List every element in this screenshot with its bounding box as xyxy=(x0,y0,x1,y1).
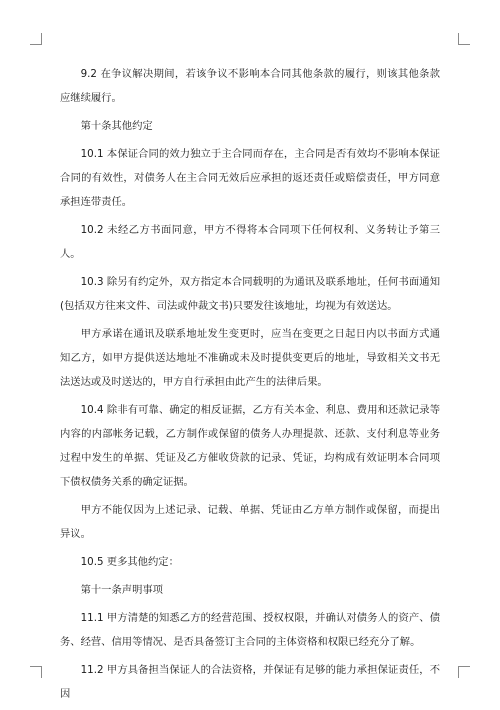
paragraph-9-2: 9.2 在争议解决期间，若该争议不影响本合同其他条款的履行，则该其他条款应继续履行。 xyxy=(60,68,440,104)
crop-mark-top-left xyxy=(30,33,42,45)
paragraph-10-3: 10.3 除另有约定外，双方指定本合同载明的为通讯及联系地址，任何书面通知(包括双方往来文件、司法或仲裁文书)只要发往该地址，均视为有效送达。 xyxy=(60,276,440,312)
paragraph-10-4: 10.4 除非有可靠、确定的相反证据，乙方有关本金、利息、费用和还款记录等内容的内部帐务记载，乙方制作或保留的债务人办理提款、还款、支付利息等业务过程中发生的单据、凭证及乙方催收贷款的记录、凭证，均构成有效证明本合同项下债权债务关系的确定证据。 xyxy=(60,404,440,488)
heading-article-11: 第十一条声明事项 xyxy=(80,584,163,596)
paragraph-10-1: 10.1 本保证合同的效力独立于主合同而存在，主合同是否有效均不影响本保证合同的有效性，对债务人在主合同无效后应承担的返还责任或赔偿责任，甲方同意承担连带责任。 xyxy=(60,148,440,208)
paragraph-address-change: 甲方承诺在通讯及联系地址发生变更时，应当在变更之日起日内以书面方式通知乙方，如甲方提供送达地址不准确或未及时提供变更后的地址，导致相关文书无法送达或及时送达的，甲方自行承担由此产生的法律后果。 xyxy=(60,328,440,388)
crop-mark-bottom-left xyxy=(30,666,42,678)
paragraph-10-2: 10.2 未经乙方书面同意，甲方不得将本合同项下任何权利、义务转让予第三人。 xyxy=(60,224,440,260)
paragraph-11-2: 11.2 甲方具备担当保证人的合法资格，并保证有足够的能力承担保证责任，不因 xyxy=(60,664,440,700)
crop-mark-top-right xyxy=(458,33,470,45)
heading-article-10: 第十条其他约定 xyxy=(80,120,153,132)
paragraph-10-5: 10.5 更多其他约定： xyxy=(80,556,179,568)
paragraph-no-objection: 甲方不能仅因为上述记录、记载、单据、凭证由乙方单方制作或保留，而提出异议。 xyxy=(60,504,440,540)
paragraph-11-1: 11.1 甲方清楚的知悉乙方的经营范围、授权权限，并确认对债务人的资产、债务、经营、信用等情况、是否具备签订主合同的主体资格和权限已经充分了解。 xyxy=(60,612,440,648)
document-body xyxy=(60,62,440,710)
crop-mark-bottom-right xyxy=(458,666,470,678)
